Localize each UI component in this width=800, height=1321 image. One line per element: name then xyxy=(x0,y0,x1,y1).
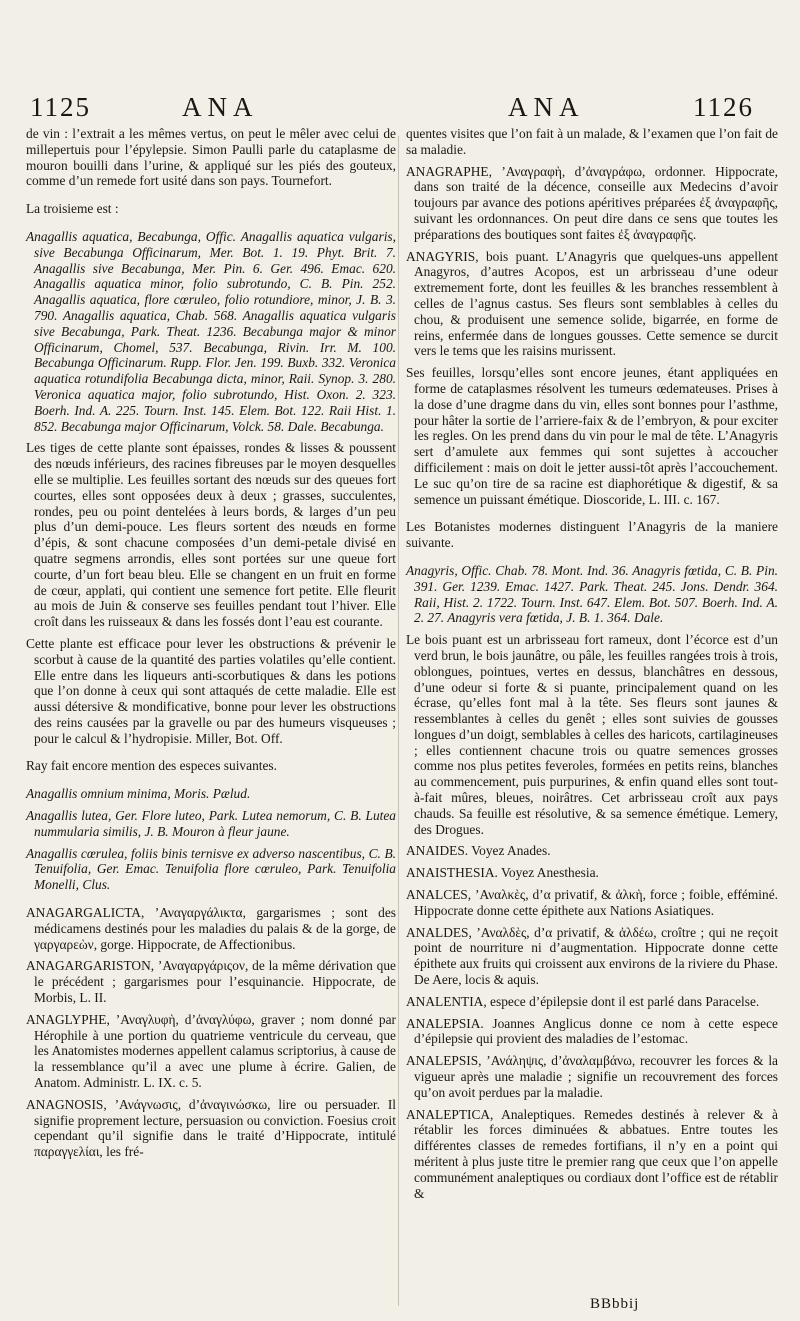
dictionary-entry: ANALEPSIS, ’Ανάληψις, d’ἀναλαμβάνω, recouvrer les forces & la vigueur après une maladie ; signifie un recouvrement des forces qu’on avoit perdues par la maladie. xyxy=(406,1053,778,1100)
right-running-head: ANA xyxy=(508,92,585,122)
dictionary-entry: ANAGARGARISTON, ’Αναγαργάριςον, de la même dérivation que le précédent ; gargarismes pour l’esquinancie. Hippocrate, de Morbis, L. II. xyxy=(26,958,396,1006)
running-header xyxy=(0,92,800,122)
dictionary-entry: ANAGNOSIS, ’Ανάγνωσις, d’ἀναγινώσκω, lire ou persuader. Il signifie proprement lecture, persuasion ou conviction. Foesius croit cependant qu’il signifie dans le traité d’Hippocrate, intitulé παραγγελίαι, les fré- xyxy=(26,1096,396,1160)
dictionary-entry: ANALEPTICA, Analeptiques. Remedes destinés à relever & à rétablir les forces diminuées & abbatues. Entre toutes les différentes classes de remedes fortifians, il n’y en a point qui méritent à plus juste titre le premier rang que ceux que l’on appelle communément analeptiques ou cordiaux dont l’office est de rétablir & xyxy=(406,1106,778,1201)
left-page-number: 1125 xyxy=(30,92,91,122)
paragraph: Cette plante est efficace pour lever les obstructions & prévenir le scorbut à cause de la quantité des parties volatiles qu’elle contient. Elle entre dans les liqueurs anti-scorbutiques & dans les potions que l’on donne à ceux qui sont attaqués de cette maladie. Elle est aussi détersive & mondificative, bonne pour lever les obstructions des reins causées par la gravelle ou par des humeurs visqueuses ; pour le calcul & l’hydropisie. Miller, Bot. Off. xyxy=(26,635,396,746)
dictionary-entry: ANAGRAPHE, ’Αναγραφὴ, d’ἀναγράφω, ordonner. Hippocrate, dans son traité de la décence, conseille aux Medecins d’avoir toujours par avance des potions apéritives préparées ἐξ ἀναγραφῆς, suivant les ordonnances. On peut dire dans ce sens que toutes les préparations des boutiques sont faites ἐξ ἀναγραφῆς. xyxy=(406,163,778,242)
paragraph: Les tiges de cette plante sont épaisses, rondes & lisses & poussent des nœuds inférieurs, des racines fibreuses par le moyen desquelles elle se multiplie. Les feuilles sortant des nœuds sur des queues fort courtes, elles sont opposées deux à deux ; grasses, succulentes, rondes, peu ou point dentelées à leurs bords, & larges d’un peu plus d’un demi-pouce. Les fleurs sortent des nœuds en forme d’épis, & sont chacune composées d’un demi-petale divisé en quatre segmens arrondis, elles sont portées sur une queue fort courte, d’un fort beau bleu. Elle se changent en un fruit en forme de cœur, applati, qui contient une semence fort petite. Elle fleurit au mois de Juin & conserve ses feuilles pendant tout l’hiver. Elle croît dans les ruisseaux & dans les fossés dont l’eau est courante. xyxy=(26,440,396,630)
dictionary-entry: ANALENTIA, espece d’épilepsie dont il est parlé dans Paracelse. xyxy=(406,993,760,1009)
left-column xyxy=(26,126,396,1166)
paragraph: Ray fait encore mention des especes suivantes. xyxy=(26,758,277,774)
species-entry: Anagallis cœrulea, foliis binis ternisve ex adverso nascentibus, C. B. Tenuifolia, Ger. Emac. Tenuifolia flore cœruleo, Park. Tenuifolia Monelli, Clus. xyxy=(26,845,396,893)
paragraph: de vin : l’extrait a les mêmes vertus, on peut le mêler avec celui de millepertuis pour l’épylepsie. Simon Paulli parle du cataplasme de mouron bouilli dans l’urine, & appliqué sur les piés des gouteux, comme d’un remede fort usité dans son pays. Tournefort. xyxy=(26,126,396,189)
paragraph: quentes visites que l’on fait à un malade, & l’examen que l’on fait de sa maladie. xyxy=(406,126,778,157)
dictionary-entry: ANAISTHESIA. Voyez Anesthesia. xyxy=(406,865,599,881)
dictionary-entry: ANALEPSIA. Joannes Anglicus donne ce nom à cette espece d’épilepsie qui provient des maladies de l’estomac. xyxy=(406,1015,778,1047)
signature-mark: BBbbij xyxy=(590,1296,640,1312)
right-page-number: 1126 xyxy=(693,92,754,122)
synonymy-entry: Anagyris, Offic. Chab. 78. Mont. Ind. 36. Anagyris fœtida, C. B. Pin. 391. Ger. 1239. Emac. 1427. Park. Theat. 245. Jons. Dendr. 364. Raii, Hist. 2. 1722. Tourn. Inst. 647. Elem. Bot. 507. Boerh. Ind. A. 2. 27. Anagyris vera fœtida, J. B. 1. 364. Dale. xyxy=(406,562,778,626)
dictionary-entry: ANALDES, ’Αναλδὲς, d’α privatif, & ἀλδέω, croître ; qui ne reçoit point de nourriture ni d’augmentation. Hippocrate donne cette épithete aux fruits qui croissent aux environs de la riviere du Phase. De Aere, locis & aquis. xyxy=(406,924,778,988)
dictionary-entry: ANAIDES. Voyez Anades. xyxy=(406,843,551,859)
paragraph: Le bois puant est un arbrisseau fort rameux, dont l’écorce est d’un verd brun, le bois jaunâtre, ou pâle, les feuilles rangées trois à trois, oblongues, pointues, vertes en dessus, blanchâtres en dessous, d’une odeur si forte & si puante, principalement quand on les écrase, qu’elles font mal à la tête. Ses fleurs sont jaunes & ressemblantes à celles du genêt ; elles sont suivies de gousses longues d’un doigt, semblables à celles des haricots, cartilagineuses ; elles contiennent chacune trois ou quatre semences grosses comme nos plus petites feveroles, formées en petits reins, blanches au commencement, puis purpurines, & enfin quand elles sont tout-à-fait mûres, bleues, noirâtres. Cet arbrisseau croît aux pays chauds. Sa feuille est résolutive, & sa semence émétique. Lemery, des Drogues. xyxy=(406,632,778,837)
paragraph: Ses feuilles, lorsqu’elles sont encore jeunes, étant appliquées en forme de cataplasmes résolvent les tumeurs œdemateuses. Prises à la dose d’une dragme dans du vin, elles sont bonnes pour l’asthme, pour hâter la sortie de l’arriere-faix & de l’embryon, & pour exciter les regles. On les prend dans du vin pour le mal de tête. L’Anagyris sert d’amulete aux femmes qui sont sujettes à accoucher difficilement : mais on doit le jetter aussi-tôt après l’accouchement. Le suc qu’on tire de sa racine est diaphorétique & digestif, & sa semence un puissant émétique. Dioscoride, L. III. c. 167. xyxy=(406,365,778,507)
column-divider xyxy=(398,136,399,1306)
dictionary-entry: ANALCES, ’Αναλκὲς, d’α privatif, & ἀλκὴ, force ; foible, efféminé. Hippocrate donne cette épithete aux Nations Asiatiques. xyxy=(406,887,778,918)
left-running-head: ANA xyxy=(182,92,259,122)
synonymy-entry: Anagallis aquatica, Becabunga, Offic. Anagallis aquatica vulgaris, sive Becabunga Officinarum, Mer. Bot. 1. 19. Phyt. Brit. 7. Anagallis sive Becabunga, Mer. Pin. 6. Ger. 496. Emac. 620. Anagallis aquatica minor, folio subrotundo, C. B. Pin. 252. Anagallis aquatica, flore cœruleo, folio rotundiore, minor, J. B. 3. 790. Anagallis aquatica, Chab. 568. Anagallis aquatica vulgaris sive Becabunga, Park. Theat. 1236. Becabunga major & minor Officinarum, Chomel, 537. Becabunga, Rivin. Irr. M. 100. Becabunga Officinarum. Rupp. Flor. Jen. 199. Buxb. 332. Veronica aquatica rotundifolia Becabunga dicta, minor, Raii. Synop. 3. 280. Veronica aquatica major, folio subrotundo, Hist. Oxon. 2. 323. Boerh. Ind. A. 225. Tourn. Inst. 145. Elem. Bot. 122. Raii Hist. 1. 852. Becabunga major Officinarum, Volck. 58. Dale. Becabunga. xyxy=(26,228,396,434)
species-entry: Anagallis lutea, Ger. Flore luteo, Park. Lutea nemorum, C. B. Lutea nummularia similis, J. B. Mouron à fleur jaune. xyxy=(26,808,396,839)
right-column xyxy=(406,126,778,1207)
dictionary-entry: ANAGYRIS, bois puant. L’Anagyris que quelques-uns appellent Anagyros, d’autres Acopos, est un arbrisseau d’une odeur extremement forte, dont les feuilles & les branches ressemblent à celles de l’agnus castus. Ses fleurs sont semblables à celles du chou, & produisent une semence solide, bigarrée, en forme de reins, enfermée dans de longues gousses. Cette semence se durcit vers le tems que les raisins murissent. xyxy=(406,248,778,359)
paragraph: Les Botanistes modernes distinguent l’Anagyris de la maniere suivante. xyxy=(406,519,778,551)
species-entry: Anagallis omnium minima, Moris. Pælud. xyxy=(26,786,251,802)
dictionary-entry: ANAGARGALICTA, ’Αναγαργάλικτα, gargarismes ; sont des médicamens destinés pour les maladies du palais & de la gorge, de γαργαρεὼν, gorge. Hippocrate, de Affectionibus. xyxy=(26,905,396,952)
paragraph: La troisieme est : xyxy=(26,201,119,217)
dictionary-entry: ANAGLYPHE, ’Αναγλυφὴ, d’ἀναγλύφω, graver ; nom donné par Hérophile à une portion du quatrieme ventricule du cerveau, que les Anatomistes modernes appellent calamus scriptorius, à cause de la ressemblance qu’il a avec une plume à écrire. Galien, de Anatom. Administr. L. IX. c. 5. xyxy=(26,1011,396,1091)
